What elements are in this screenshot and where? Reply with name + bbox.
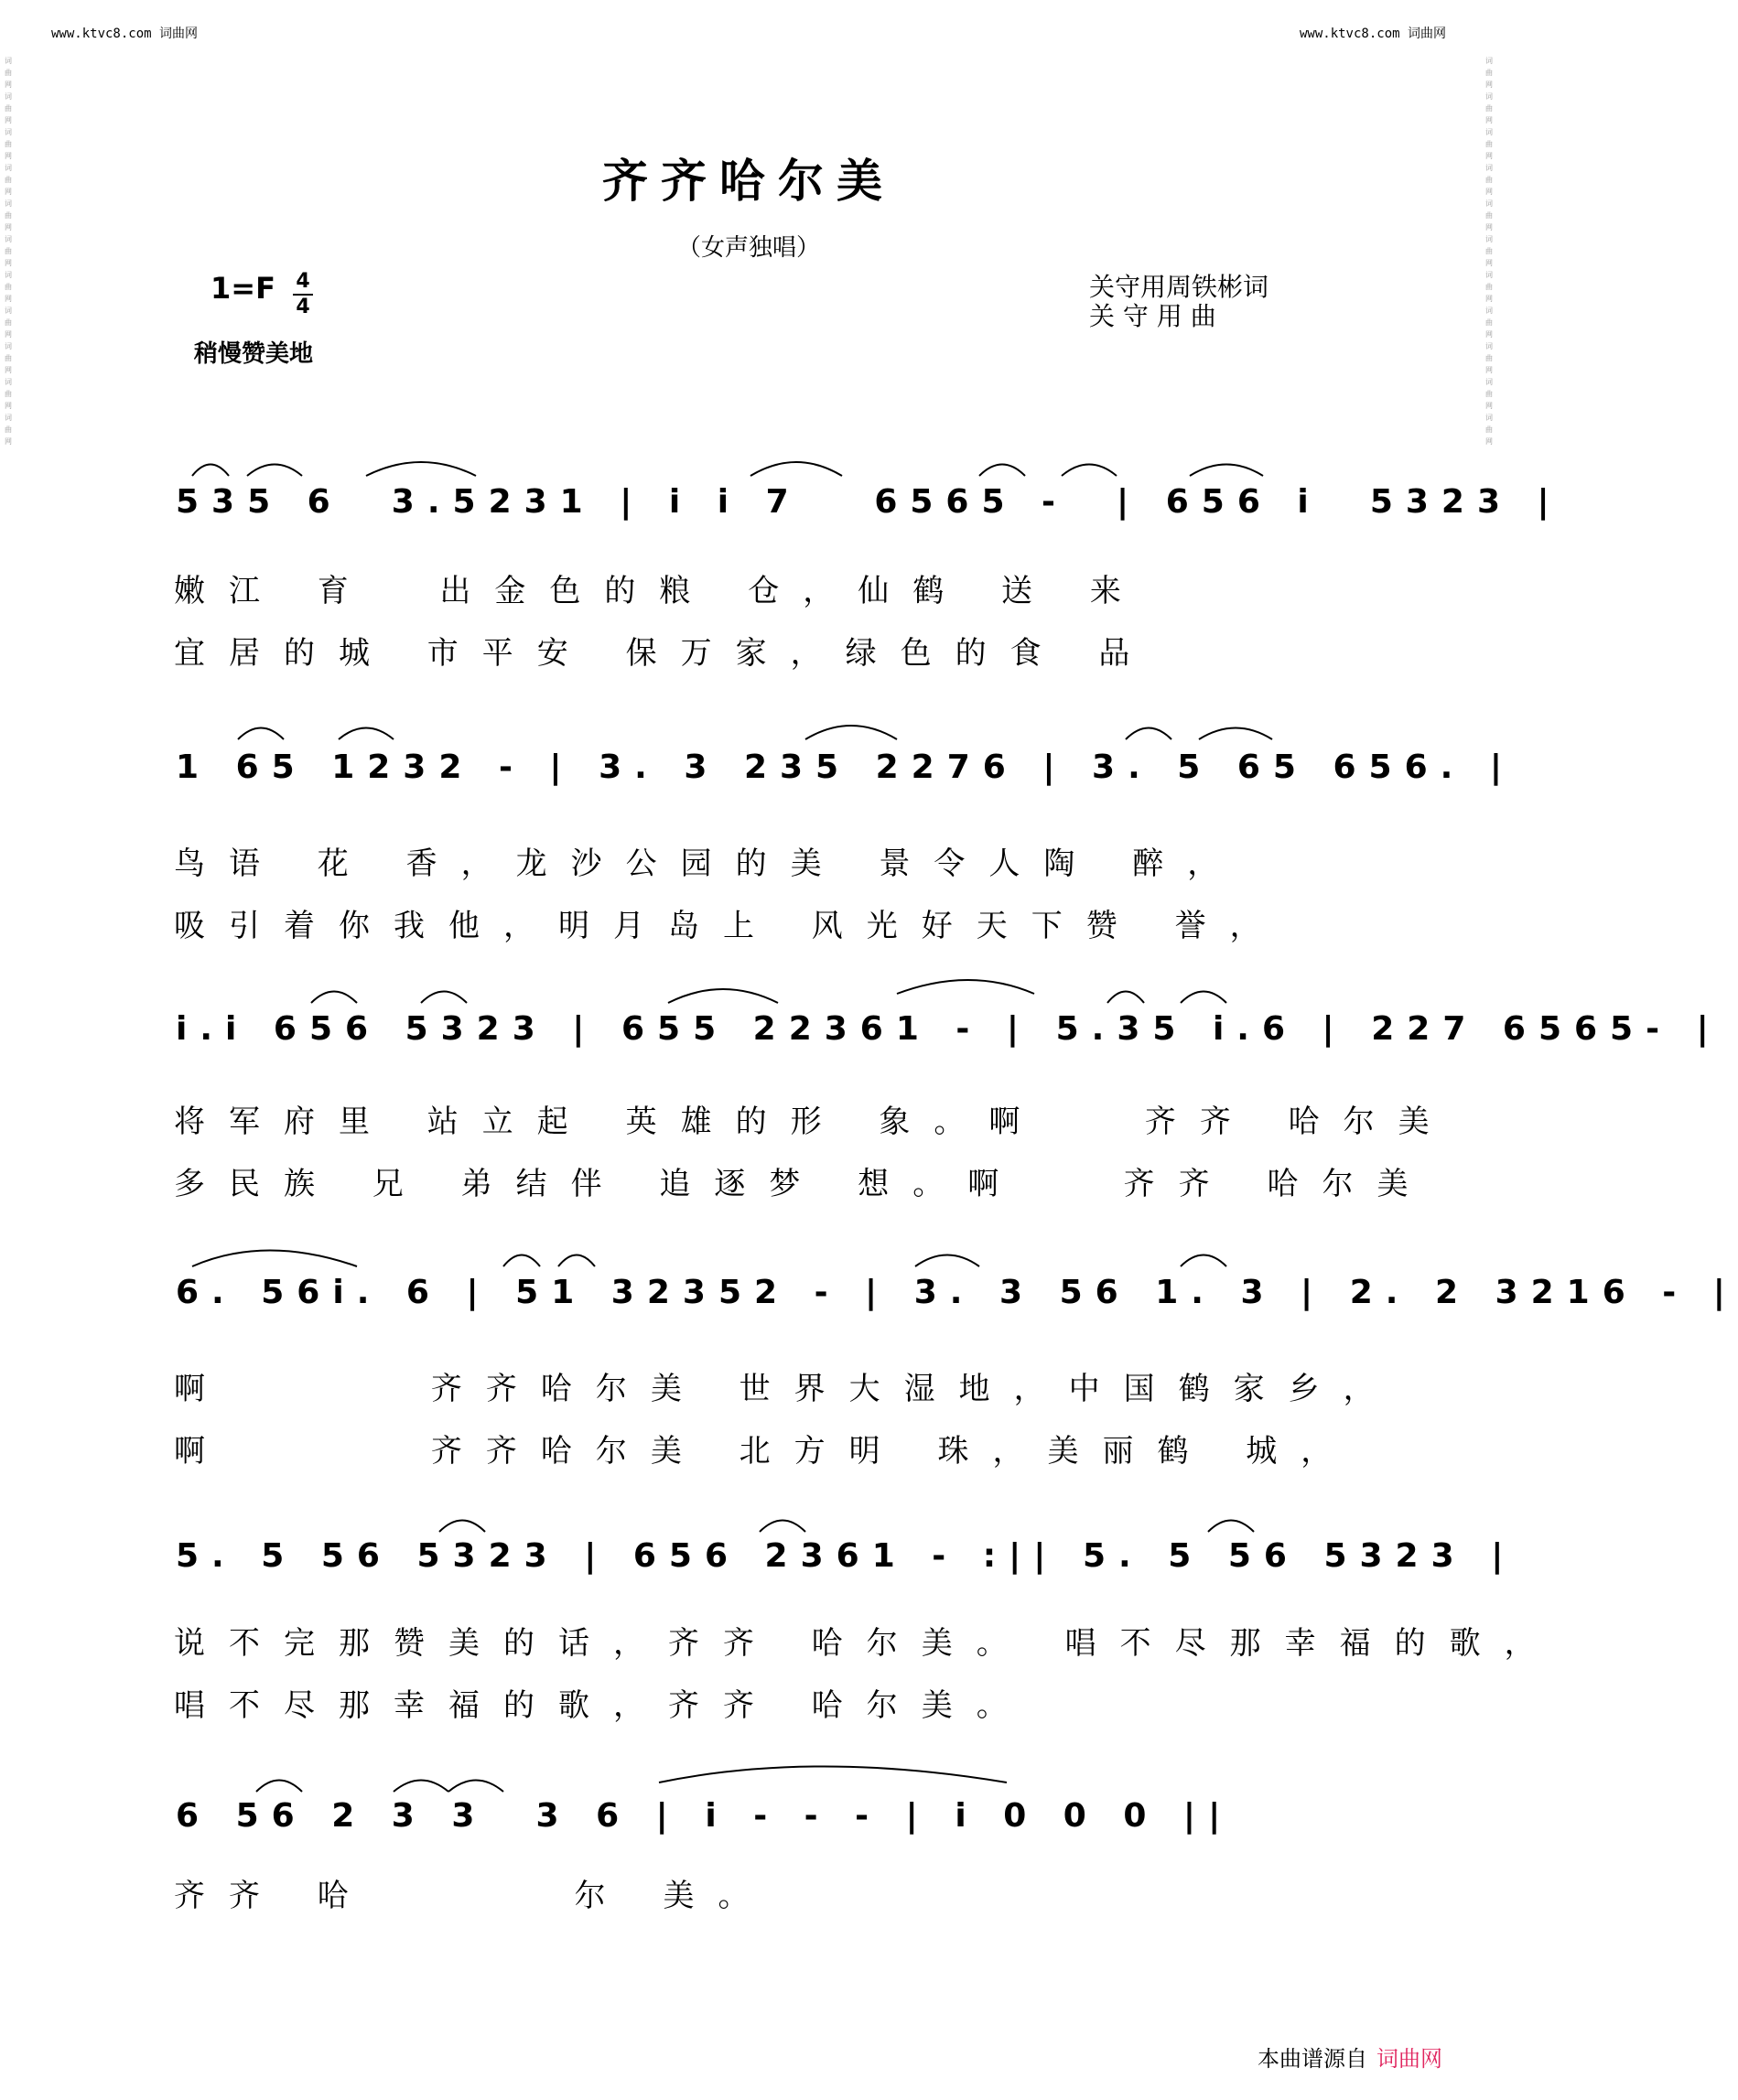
- lyrics-row-3-verse-2: 多民族 兄 弟结伴 追逐梦 想。啊 齐齐 哈尔美: [174, 1166, 1432, 1202]
- song-subtitle: （女声独唱）: [676, 234, 820, 262]
- time-signature-top: 4: [296, 270, 310, 293]
- footer-brand-link[interactable]: 词曲网: [1376, 2046, 1442, 2072]
- lyrics-row-6-verse-1: 齐齐 哈 尔 美。: [174, 1878, 773, 1914]
- footer-source: [1258, 2041, 1442, 2073]
- credits-composer: 关 守 用 曲: [1089, 301, 1216, 331]
- credits-lyricist: 关守用周铁彬词: [1089, 272, 1269, 302]
- lyrics-row-1-verse-1: 嫩江 育 出金色的粮 仓，仙鹤 送 来: [174, 573, 1145, 609]
- credits: [1089, 273, 1268, 331]
- lyrics-row-3-verse-1: 将军府里 站立起 英雄的形 象。啊 齐齐 哈尔美: [174, 1104, 1453, 1140]
- slur-row-6: [174, 1755, 1364, 1801]
- notes-row-1: 535 6 3.5231 | i i 7 6565 - | 656 i 5323 |: [176, 483, 1562, 521]
- key-signature: 1=F: [211, 271, 275, 306]
- lyrics-row-5-verse-2: 唱不尽那幸福的歌，齐齐 哈尔美。: [174, 1687, 1031, 1724]
- notes-row-5: 5. 5 56 5323 | 656 2361 - :|| 5. 5 56 5323 |: [176, 1537, 1517, 1575]
- time-signature-bottom: 4: [296, 296, 310, 318]
- slur-row-5: [174, 1495, 1364, 1541]
- header-site-right: www.ktvc8.com 词曲网: [1299, 27, 1446, 41]
- song-title: 齐齐哈尔美: [602, 154, 895, 208]
- side-watermark-right: 词曲网词曲网词曲网词曲网词曲网词曲网词曲网词曲网词曲网词曲网词曲网: [1485, 57, 1493, 446]
- notes-row-4: 6. 56i. 6 | 51 32352 - | 3. 3 56 1. 3 | 2. 2 3216 - |: [176, 1274, 1738, 1311]
- lyrics-row-1-verse-2: 宜居的城 市平安 保万家，绿色的食 品: [174, 635, 1154, 672]
- lyrics-row-2-verse-1: 鸟语 花 香，龙沙公园的美 景令人陶 醉，: [174, 845, 1243, 882]
- lyrics-row-2-verse-2: 吸引着你我他，明月岛上 风光好天下赞 誉，: [174, 908, 1285, 944]
- lyrics-row-5-verse-1: 说不完那赞美的话，齐齐 哈尔美。 唱不尽那幸福的歌，: [174, 1625, 1560, 1662]
- footer-text: 本曲谱源自: [1258, 2046, 1367, 2072]
- lyrics-row-4-verse-2: 啊 齐齐哈尔美 北方明 珠，美丽鹤 城，: [174, 1433, 1356, 1470]
- lyrics-row-4-verse-1: 啊 齐齐哈尔美 世界大湿地，中国鹤家乡，: [174, 1371, 1398, 1407]
- slur-row-4: [174, 1230, 1364, 1276]
- tempo-marking: 稍慢赞美地: [194, 340, 314, 368]
- notes-row-2: 1 65 1232 - | 3. 3 235 2276 | 3. 5 65 656. |: [176, 748, 1516, 786]
- header-site-left: www.ktvc8.com 词曲网: [51, 27, 199, 41]
- notes-row-6: 6 56 2 3 3 3 6 | i - - - | i 0 0 0 ||: [176, 1797, 1234, 1835]
- slur-row-1: [174, 448, 1364, 485]
- notes-row-3: i.i 656 5323 | 655 22361 - | 5.35 i.6 | 227 6565- |: [176, 1010, 1722, 1048]
- slur-row-2: [174, 712, 1364, 748]
- side-watermark-left: 词曲网词曲网词曲网词曲网词曲网词曲网词曲网词曲网词曲网词曲网词曲网: [5, 57, 12, 446]
- time-signature: [293, 271, 313, 318]
- slur-row-3: [174, 966, 1364, 1012]
